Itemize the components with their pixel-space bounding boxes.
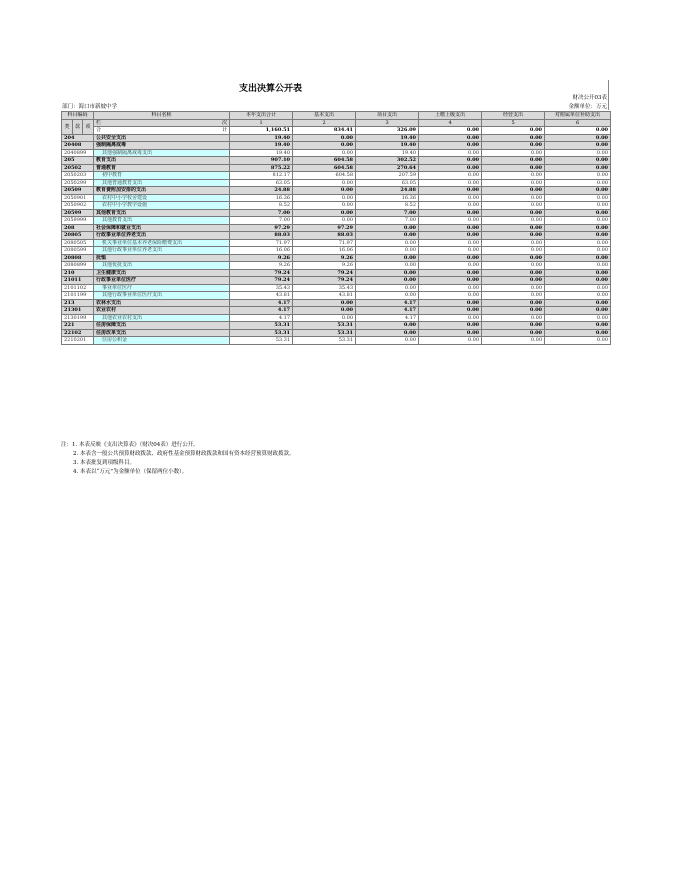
amount-cell: 0.00 [419,314,482,322]
subject-name: 初中教育 [94,172,230,180]
amount-cell: 79.24 [293,277,356,285]
amount-cell: 0.00 [482,134,545,142]
amount-cell: 0.00 [356,239,419,247]
amount-cell: 0.00 [419,134,482,142]
subject-name: 住房保障支出 [94,322,230,330]
total-value: 326.09 [356,127,419,135]
subject-name: 行政事业单位养老支出 [94,232,230,240]
subject-name: 农业农村 [94,307,230,315]
total-value: 0.00 [545,127,611,135]
subject-name: 其他普通教育支出 [94,179,230,187]
table-row [62,179,611,187]
subject-code: 221 [62,322,94,330]
amount-cell: 53.31 [293,337,356,345]
amount-cell: 0.00 [356,337,419,345]
amount-cell: 0.00 [419,337,482,345]
amount-cell: 0.00 [545,262,611,270]
amount-cell: 0.00 [545,142,611,150]
amount-cell: 7.00 [356,217,419,225]
amount-cell: 0.00 [545,269,611,277]
col-num: 3 [356,119,419,127]
heji-cell [94,127,230,135]
table-row [62,187,611,195]
table-row [62,209,611,217]
subject-name: 农村中小学教学设施 [94,202,230,210]
amount-cell: 24.88 [230,187,293,195]
amount-cell: 0.00 [545,157,611,165]
subject-code: 2080899 [62,262,94,270]
amount-cell: 9.26 [293,262,356,270]
amount-cell: 0.00 [419,292,482,300]
amount-cell: 0.00 [419,224,482,232]
subject-code: 2040899 [62,149,94,157]
amount-cell: 0.00 [419,164,482,172]
amount-cell: 0.00 [482,202,545,210]
footnote: 2. 本表含一般公共预算财政拨款、政府性基金预算财政拨款和国有资本经营预算财政拨款。 [73,451,295,457]
subject-code: 205 [62,157,94,165]
amount-cell: 63.05 [356,179,419,187]
amount-cell: 0.00 [293,179,356,187]
header-row [62,112,611,120]
amount-cell: 0.00 [482,187,545,195]
amount-cell: 8.52 [356,202,419,210]
amount-cell: 0.00 [545,202,611,210]
amount-cell: 0.00 [482,322,545,330]
subject-name: 农村中小学校舍建设 [94,194,230,202]
subject-name: 其他农业农村支出 [94,314,230,322]
amount-cell: 0.00 [482,157,545,165]
amount-cell: 0.00 [545,299,611,307]
amount-cell: 0.00 [545,179,611,187]
subject-code: 208 [62,224,94,232]
department-label: 部门：海口市新坡中学 [62,104,118,110]
amount-cell: 0.00 [482,337,545,345]
amount-cell: 0.00 [419,284,482,292]
amount-cell: 0.00 [419,299,482,307]
header-name: 科目名称 [94,112,230,120]
footnote: 4. 本表以“万元”为金额单位（保留两位小数）。 [73,469,188,475]
amount-cell: 0.00 [482,299,545,307]
amount-cell: 0.00 [545,307,611,315]
amount-cell: 4.17 [230,307,293,315]
amount-cell: 0.00 [419,269,482,277]
footnote: 注：1. 本表反映《支出决算表》（财决04表）进行公开。 [61,442,199,448]
amount-cell: 0.00 [419,307,482,315]
amount-cell: 0.00 [419,157,482,165]
header-kuan: 款 [73,119,83,134]
table-row [62,307,611,315]
footnote: 3. 本表批复到项级科目。 [73,460,135,466]
subject-code: 2050901 [62,194,94,202]
amount-cell: 0.00 [419,209,482,217]
subject-code: 2210201 [62,337,94,345]
amount-cell: 0.00 [293,149,356,157]
subject-name: 其他行政事业单位养老支出 [94,247,230,255]
table-row [62,329,611,337]
subject-code: 2101199 [62,292,94,300]
col-num: 4 [419,119,482,127]
amount-cell: 0.00 [482,284,545,292]
amount-cell: 270.64 [356,164,419,172]
subject-code: 20502 [62,164,94,172]
table-row [62,217,611,225]
amount-cell: 53.31 [230,329,293,337]
amount-cell: 9.26 [293,254,356,262]
subject-name: 卫生健康支出 [94,269,230,277]
table-row [62,232,611,240]
table-row [62,322,611,330]
amount-cell: 604.58 [293,172,356,180]
amount-cell: 71.97 [293,239,356,247]
amount-cell: 19.40 [356,142,419,150]
subject-code: 21011 [62,277,94,285]
table-row [62,337,611,345]
subject-name: 住房改革支出 [94,329,230,337]
amount-cell: 0.00 [419,179,482,187]
amount-cell: 0.00 [419,194,482,202]
amount-cell: 0.00 [482,172,545,180]
amount-cell: 0.00 [482,209,545,217]
amount-cell: 0.00 [545,292,611,300]
subject-name: 公共安全支出 [94,134,230,142]
amount-cell: 0.00 [356,262,419,270]
amount-cell: 7.00 [230,209,293,217]
table-row [62,172,611,180]
amount-cell: 604.58 [293,157,356,165]
amount-cell: 0.00 [545,247,611,255]
amount-cell: 302.52 [356,157,419,165]
subject-code: 2050299 [62,179,94,187]
header-subsidy: 对附属单位补助支出 [545,112,611,120]
amount-cell: 0.00 [482,194,545,202]
amount-cell: 0.00 [482,224,545,232]
amount-cell: 88.03 [230,232,293,240]
amount-cell: 0.00 [419,142,482,150]
amount-cell: 0.00 [545,217,611,225]
amount-cell: 0.00 [545,277,611,285]
amount-cell: 35.43 [230,284,293,292]
amount-cell: 0.00 [293,307,356,315]
amount-cell: 0.00 [419,217,482,225]
amount-cell: 0.00 [419,232,482,240]
amount-cell: 0.00 [356,269,419,277]
table-row [62,314,611,322]
subject-name: 事业单位医疗 [94,284,230,292]
amount-cell: 0.00 [419,202,482,210]
header-basic: 基本支出 [293,112,356,120]
amount-cell: 19.40 [356,134,419,142]
subject-name: 抚恤 [94,254,230,262]
amount-cell: 16.06 [293,247,356,255]
subject-code: 2050203 [62,172,94,180]
amount-cell: 19.40 [356,149,419,157]
amount-cell: 0.00 [482,307,545,315]
amount-cell: 53.31 [293,322,356,330]
subject-code: 2101102 [62,284,94,292]
amount-cell: 43.81 [293,292,356,300]
table-row [62,149,611,157]
subject-code: 213 [62,299,94,307]
amount-cell: 0.00 [545,239,611,247]
amount-cell: 875.22 [230,164,293,172]
subject-name: 行政事业单位医疗 [94,277,230,285]
subject-name: 其他教育支出 [94,209,230,217]
amount-cell: 0.00 [293,299,356,307]
amount-cell: 63.05 [230,179,293,187]
amount-cell: 4.17 [230,299,293,307]
amount-cell: 0.00 [545,172,611,180]
amount-cell: 0.00 [293,314,356,322]
amount-cell: 19.40 [230,134,293,142]
amount-cell: 9.26 [230,262,293,270]
table-row [62,224,611,232]
amount-cell: 0.00 [545,329,611,337]
amount-cell: 0.00 [545,284,611,292]
subject-name: 机关事业单位基本养老保险缴费支出 [94,239,230,247]
amount-cell: 0.00 [482,254,545,262]
amount-cell: 35.43 [293,284,356,292]
amount-cell: 0.00 [293,187,356,195]
amount-cell: 53.31 [230,337,293,345]
amount-cell: 0.00 [293,217,356,225]
amount-cell: 0.00 [482,164,545,172]
lan-label: 栏 [96,119,102,126]
subject-code: 20408 [62,142,94,150]
amount-cell: 0.00 [419,322,482,330]
header-operating: 经营支出 [482,112,545,120]
table-row [62,284,611,292]
table-row [62,292,611,300]
table-row [62,194,611,202]
subject-code: 21301 [62,307,94,315]
subject-code: 20509 [62,187,94,195]
total-row [62,127,611,135]
amount-cell: 9.26 [230,254,293,262]
header-code: 科目编码 [62,112,94,120]
amount-cell: 4.17 [356,307,419,315]
subject-code: 2080599 [62,247,94,255]
subject-name: 住房公积金 [94,337,230,345]
subject-code: 20805 [62,232,94,240]
amount-cell: 0.00 [482,239,545,247]
amount-cell: 0.00 [356,277,419,285]
header-remit: 上缴上级支出 [419,112,482,120]
amount-cell: 97.29 [293,224,356,232]
subject-code: 22102 [62,329,94,337]
amount-cell: 0.00 [482,149,545,157]
table-row [62,239,611,247]
amount-cell: 19.40 [230,149,293,157]
amount-cell: 0.00 [545,254,611,262]
table-row [62,202,611,210]
table-row [62,299,611,307]
amount-cell: 53.31 [230,322,293,330]
subject-name: 其他优抚支出 [94,262,230,270]
amount-cell: 0.00 [419,254,482,262]
amount-cell: 0.00 [419,277,482,285]
amount-cell: 207.59 [356,172,419,180]
amount-cell: 0.00 [293,142,356,150]
amount-cell: 0.00 [482,314,545,322]
amount-cell: 4.17 [230,314,293,322]
col-num: 1 [230,119,293,127]
subject-code: 2130199 [62,314,94,322]
subject-code: 2050902 [62,202,94,210]
amount-cell: 43.81 [230,292,293,300]
amount-cell: 0.00 [482,329,545,337]
subject-name: 普通教育 [94,164,230,172]
amount-cell: 0.00 [545,164,611,172]
table-row [62,262,611,270]
amount-cell: 0.00 [545,224,611,232]
amount-cell: 8.52 [230,202,293,210]
amount-cell: 812.17 [230,172,293,180]
lan-ci-cell [94,119,230,127]
amount-cell: 0.00 [356,292,419,300]
amount-cell: 0.00 [356,254,419,262]
total-value: 0.00 [482,127,545,135]
total-value: 0.00 [419,127,482,135]
table-row [62,277,611,285]
page-title: 支出决算公开表 [238,84,302,94]
header-divider-line [608,80,609,110]
amount-cell: 0.00 [482,262,545,270]
amount-cell: 604.58 [293,164,356,172]
subject-code: 20599 [62,209,94,217]
amount-cell: 0.00 [419,172,482,180]
amount-cell: 71.97 [230,239,293,247]
amount-cell: 0.00 [545,322,611,330]
amount-cell: 0.00 [356,322,419,330]
amount-cell: 0.00 [356,247,419,255]
subject-name: 其他教育支出 [94,217,230,225]
amount-cell: 0.00 [482,232,545,240]
amount-cell: 0.00 [356,284,419,292]
subject-code: 2059999 [62,217,94,225]
expenditure-table [61,111,611,345]
subject-name: 其他强制隔离戒毒支出 [94,149,230,157]
amount-cell: 0.00 [545,337,611,345]
header-project: 项目支出 [356,112,419,120]
heji-left: 合 [96,127,102,134]
heji-right: 计 [222,127,228,134]
table-row [62,164,611,172]
subject-name: 教育费附加安排的支出 [94,187,230,195]
col-num: 2 [293,119,356,127]
subject-name: 教育支出 [94,157,230,165]
amount-cell: 0.00 [293,202,356,210]
subject-code: 2080505 [62,239,94,247]
amount-cell: 0.00 [482,142,545,150]
table-row [62,142,611,150]
amount-cell: 97.29 [230,224,293,232]
amount-cell: 7.00 [230,217,293,225]
table-row [62,134,611,142]
subject-code: 210 [62,269,94,277]
amount-cell: 79.24 [230,269,293,277]
amount-cell: 0.00 [419,247,482,255]
header-xiang: 项 [83,119,94,134]
amount-cell: 79.24 [293,269,356,277]
total-value: 834.41 [293,127,356,135]
amount-cell: 0.00 [482,217,545,225]
amount-cell: 0.00 [419,187,482,195]
amount-cell: 0.00 [482,277,545,285]
amount-cell: 0.00 [356,232,419,240]
amount-cell: 0.00 [356,329,419,337]
amount-unit-label: 金额单位：万元 [568,104,607,110]
amount-cell: 907.10 [230,157,293,165]
amount-cell: 0.00 [545,187,611,195]
amount-cell: 0.00 [293,194,356,202]
amount-cell: 79.24 [230,277,293,285]
table-row [62,247,611,255]
column-number-row [62,119,611,127]
subject-name: 强制隔离戒毒 [94,142,230,150]
ci-label: 次 [222,119,228,126]
subject-code: 20808 [62,254,94,262]
subject-name: 社会保障和就业支出 [94,224,230,232]
amount-cell: 0.00 [545,149,611,157]
amount-cell: 0.00 [482,179,545,187]
amount-cell: 0.00 [419,329,482,337]
header-total: 本年支出合计 [230,112,293,120]
table-row [62,254,611,262]
amount-cell: 24.88 [356,187,419,195]
amount-cell: 0.00 [482,269,545,277]
amount-cell: 0.00 [419,262,482,270]
amount-cell: 0.00 [356,224,419,232]
table-row [62,269,611,277]
subject-name: 其他行政事业单位医疗支出 [94,292,230,300]
amount-cell: 16.36 [230,194,293,202]
total-value: 1,160.51 [230,127,293,135]
amount-cell: 4.17 [356,299,419,307]
col-num: 5 [482,119,545,127]
amount-cell: 0.00 [545,314,611,322]
amount-cell: 0.00 [482,247,545,255]
footnotes [61,441,295,477]
col-num: 6 [545,119,611,127]
amount-cell: 0.00 [545,209,611,217]
form-number: 财决公开03表 [572,95,607,101]
table-row [62,157,611,165]
amount-cell: 7.00 [356,209,419,217]
amount-cell: 0.00 [482,292,545,300]
amount-cell: 0.00 [545,232,611,240]
amount-cell: 0.00 [545,134,611,142]
subject-code: 204 [62,134,94,142]
amount-cell: 0.00 [293,209,356,217]
amount-cell: 88.03 [293,232,356,240]
amount-cell: 4.17 [356,314,419,322]
amount-cell: 19.40 [230,142,293,150]
amount-cell: 0.00 [419,149,482,157]
amount-cell: 16.36 [356,194,419,202]
amount-cell: 0.00 [545,194,611,202]
subject-name: 农林水支出 [94,299,230,307]
header-lei: 类 [62,119,73,134]
amount-cell: 0.00 [293,134,356,142]
amount-cell: 16.06 [230,247,293,255]
amount-cell: 0.00 [419,239,482,247]
amount-cell: 53.31 [293,329,356,337]
